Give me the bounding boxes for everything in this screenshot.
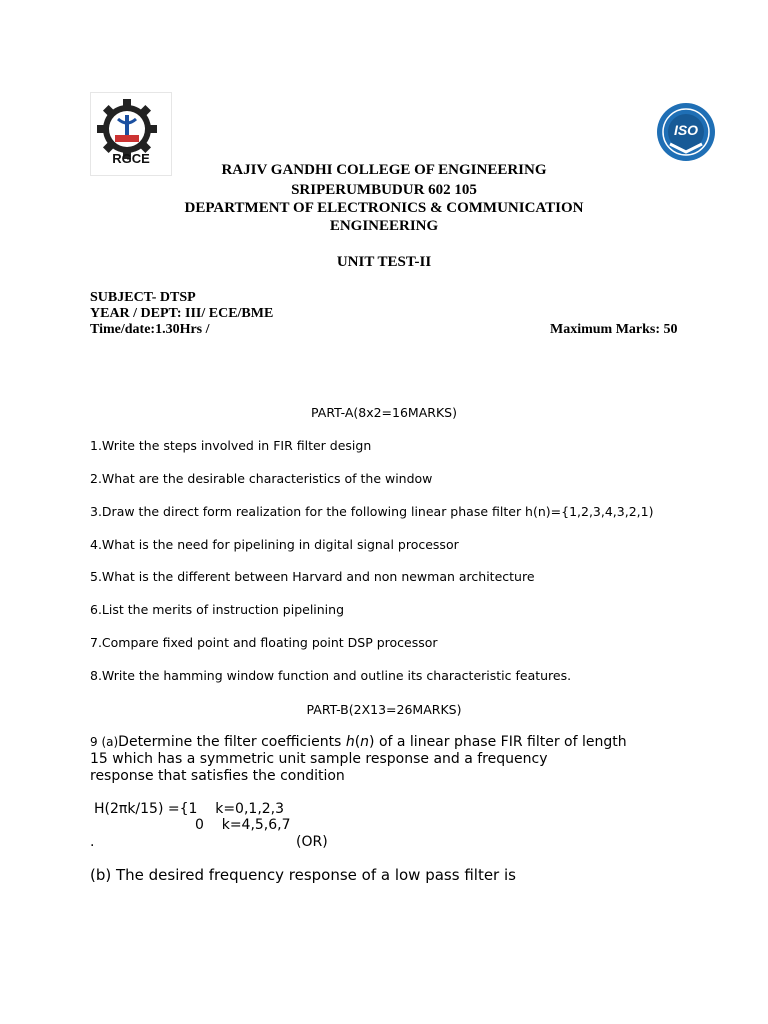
iso-text: ISO [673,122,699,138]
question-9a-number: 9 (a) [90,735,119,749]
question-9a-text-b: ) of a linear phase FIR filter of length [369,734,627,750]
part-b-heading: PART-B(2X13=26MARKS) [306,702,462,717]
condition-line2: 0 k=4,5,6,7 [195,817,291,833]
question-9b: (b) The desired frequency response of a low pass filter is [90,866,516,884]
question-5: 5.What is the different between Harvard and non newman architecture [90,569,535,584]
or-separator: (OR) [296,834,328,850]
question-8: 8.Write the hamming window function and outline its characteristic features. [90,668,572,683]
test-title: UNIT TEST-II [336,254,432,270]
question-9a-line2: 15 which has a symmetric unit sample response and a frequency [90,751,548,767]
department-line1: DEPARTMENT OF ELECTRONICS & COMMUNICATION [184,200,584,216]
question-4: 4.What is the need for pipelining in digital signal processor [90,537,459,552]
college-address: SRIPERUMBUDUR 602 105 [291,182,477,198]
question-7: 7.Compare fixed point and floating point DSP processor [90,635,438,650]
college-name: RAJIV GANDHI COLLEGE OF ENGINEERING [221,162,547,178]
n-symbol: n [360,734,370,750]
question-1: 1.Write the steps involved in FIR filter design [90,438,372,453]
question-6: 6.List the merits of instruction pipelining [90,602,345,617]
max-marks: Maximum Marks: 50 [550,322,678,337]
dot: . [90,834,95,850]
question-9a-line3: response that satisfies the condition [90,768,345,784]
question-9a-text-a: Determine the filter coefficients [118,734,346,750]
condition-line1: H(2πk/15) ={1 k=0,1,2,3 [94,801,285,817]
time-date: Time/date:1.30Hrs / [90,322,210,337]
logo-text: RGCE [112,151,150,166]
iso-logo [656,102,716,162]
question-2: 2.What are the desirable characteristics of the window [90,471,433,486]
h-symbol: h [345,734,355,750]
question-3: 3.Draw the direct form realization for the following linear phase filter h(n)={1,2,3,4,3,2,1) [90,504,654,519]
department-line2: ENGINEERING [329,218,439,234]
part-a-heading: PART-A(8x2=16MARKS) [311,405,457,420]
question-9a-line1 [90,734,627,750]
year-dept: YEAR / DEPT: III/ ECE/BME [90,306,274,321]
subject: SUBJECT- DTSP [90,290,196,305]
paren-open: ( [354,734,361,750]
